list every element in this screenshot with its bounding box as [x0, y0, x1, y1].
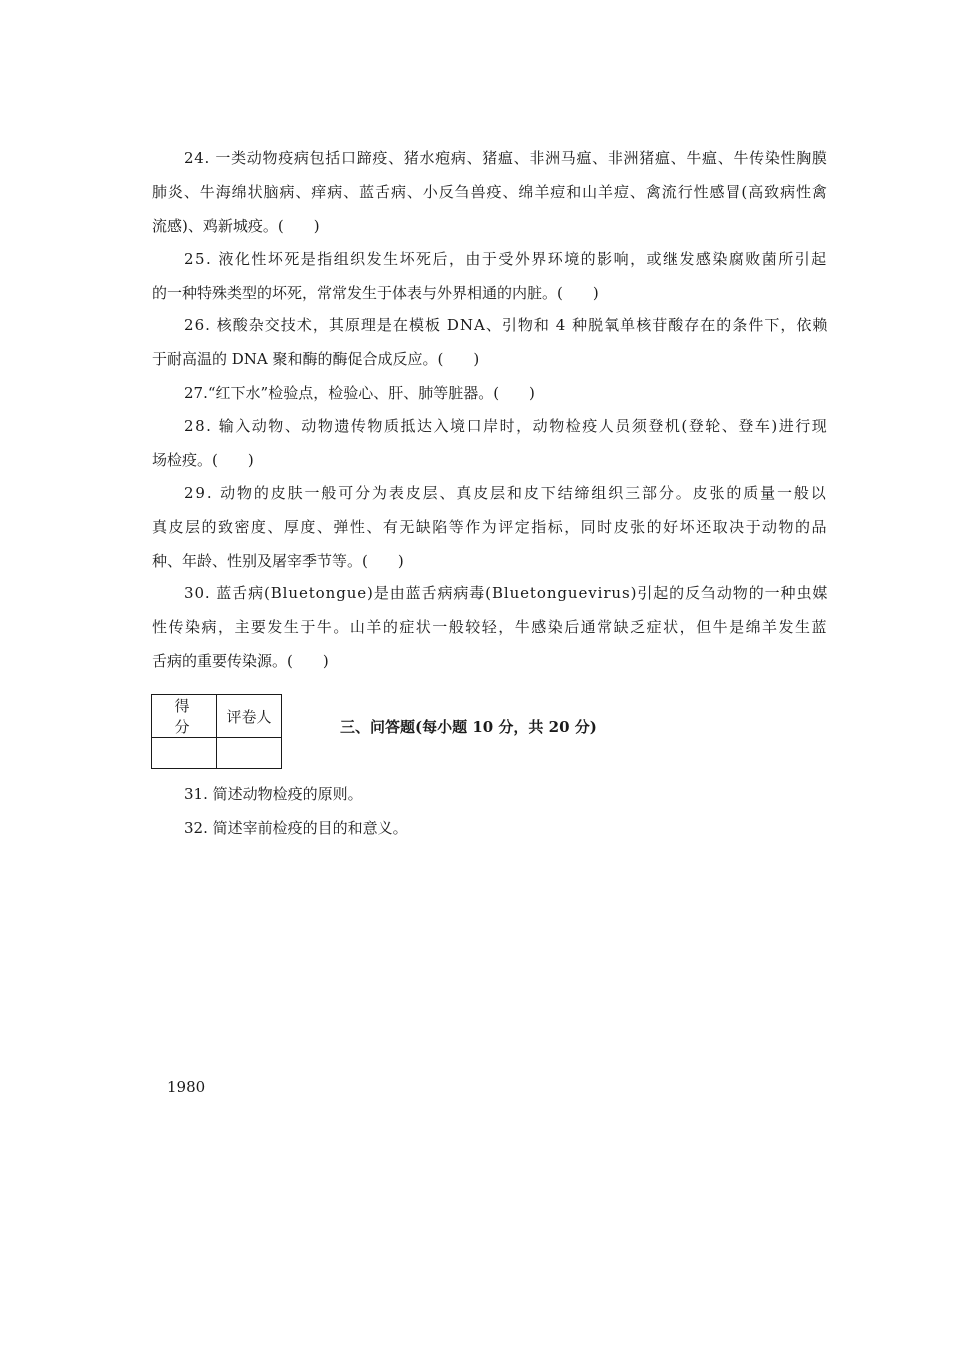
section-title: 三、问答题(每小题 10 分，共 20 分)	[340, 718, 597, 736]
question-line: 30. 蓝舌病(Bluetongue)是由蓝舌病病毒(Bluetonguevirus)引起的反刍动物的一种虫媒	[184, 584, 829, 602]
question-line: 于耐高温的 DNA 聚和酶的酶促合成反应。( )	[152, 350, 480, 368]
question-line: 种、年龄、性别及屠宰季节等。( )	[152, 552, 404, 570]
score-label: 得 分	[152, 695, 217, 738]
question-line: 24. 一类动物疫病包括口蹄疫、猪水疱病、猪瘟、非洲马瘟、非洲猪瘟、牛瘟、牛传染性胸膜	[184, 149, 828, 167]
question-line: 27.“红下水”检验点，检验心、肝、肺等脏器。( )	[184, 384, 535, 402]
score-box	[151, 694, 282, 769]
question-line: 的一种特殊类型的坏死，常常发生于体表与外界相通的内脏。( )	[152, 284, 599, 302]
question-line: 肺炎、牛海绵状脑病、痒病、蓝舌病、小反刍兽疫、绵羊痘和山羊痘、禽流行性感冒(高致病性禽	[152, 183, 828, 201]
question-line: 性传染病，主要发生于牛。山羊的症状一般较轻，牛感染后通常缺乏症状，但牛是绵羊发生蓝	[152, 618, 829, 636]
question-line: 29. 动物的皮肤一般可分为表皮层、真皮层和皮下结缔组织三部分。皮张的质量一般以	[184, 484, 828, 502]
grader-label: 评卷人	[217, 695, 282, 738]
question-line: 32. 简述宰前检疫的目的和意义。	[184, 819, 408, 837]
question-line: 场检疫。( )	[152, 451, 254, 469]
question-line: 31. 简述动物检疫的原则。	[184, 785, 363, 803]
question-line: 真皮层的致密度、厚度、弹性、有无缺陷等作为评定指标，同时皮张的好坏还取决于动物的品	[152, 518, 829, 536]
question-line: 25. 液化性坏死是指组织发生坏死后，由于受外界环境的影响，或继发感染腐败菌所引起	[184, 250, 828, 268]
question-line: 28. 输入动物、动物遗传物质抵达入境口岸时，动物检疫人员须登机(登轮、登车)进行现	[184, 417, 829, 435]
question-line: 流感)、鸡新城疫。( )	[152, 217, 320, 235]
score-cell[interactable]	[152, 738, 217, 769]
grader-cell[interactable]	[217, 738, 282, 769]
question-line: 舌病的重要传染源。( )	[152, 652, 329, 670]
question-line: 26. 核酸杂交技术，其原理是在模板 DNA、引物和 4 种脱氧单核苷酸存在的条件下，依赖	[184, 316, 829, 334]
page-number: 1980	[167, 1078, 206, 1096]
